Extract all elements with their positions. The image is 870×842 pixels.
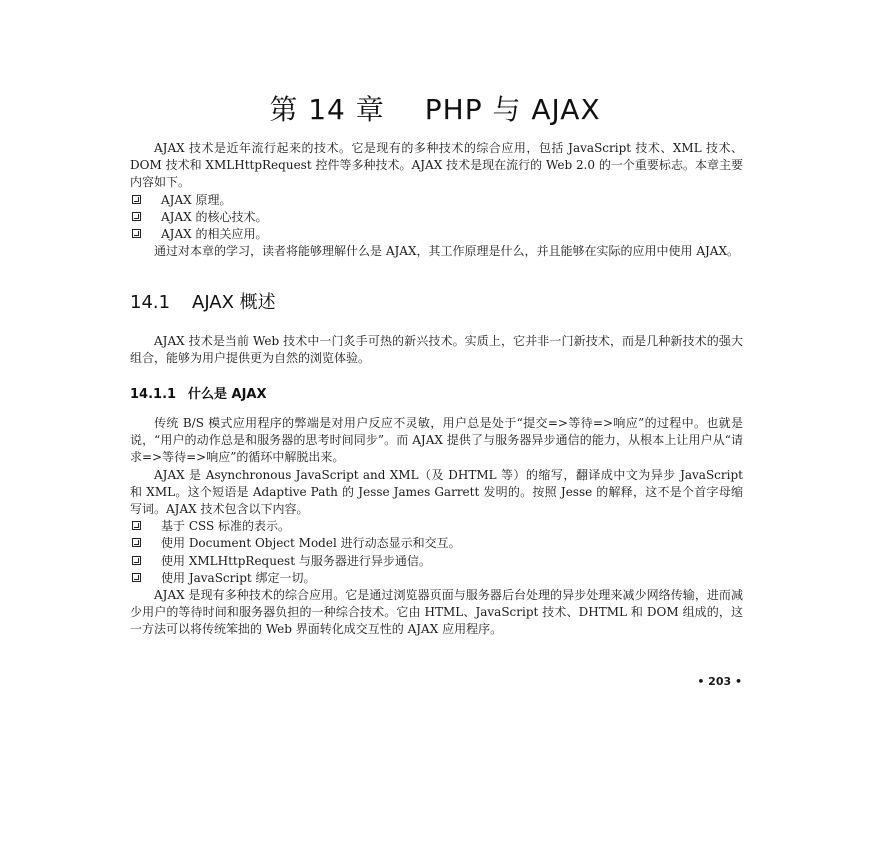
list-item: 使用 JavaScript 绑定一切。 [130,570,743,587]
checkbox-bullet-icon [132,195,141,204]
chapter-name: PHP 与 AJAX [424,93,601,126]
subsection-number: 14.1.1 [130,387,177,402]
checkbox-bullet-icon [132,556,141,565]
chapter-title [0,88,870,128]
list-item: 使用 XMLHttpRequest 与服务器进行异步通信。 [130,553,743,570]
section-number: 14.1 [130,292,171,313]
section-heading [130,288,276,314]
chapter-number: 第 14 章 [269,93,385,126]
checkbox-bullet-icon [132,212,141,221]
checkbox-bullet-icon [132,229,141,238]
intro-closing: 通过对本章的学习，读者将能够理解什么是 AJAX，其工作原理是什么，并且能够在实际的应用中使用 AJAX。 [154,244,740,259]
subsection-block [130,415,743,639]
checkbox-bullet-icon [132,538,141,547]
list-item: AJAX 的相关应用。 [130,226,743,243]
subsection-bullet-list [130,518,743,587]
page-number: • 203 • [697,675,742,688]
subsection-title: 什么是 AJAX [188,387,267,402]
subsection-heading [130,383,267,402]
section-block [130,333,743,367]
intro-block [130,140,743,260]
intro-bullet-list [130,192,743,244]
list-item: 使用 Document Object Model 进行动态显示和交互。 [130,535,743,552]
checkbox-bullet-icon [132,573,141,582]
list-item: AJAX 的核心技术。 [130,209,743,226]
list-item: 基于 CSS 标准的表示。 [130,518,743,535]
list-item: AJAX 原理。 [130,192,743,209]
subsection-paragraph-1: 传统 B/S 模式应用程序的弊端是对用户反应不灵敏，用户总是处于“提交=>等待=>响应”的过程中。也就是说，“用户的动作总是和服务器的思考时间同步”。而 AJAX 提供了与服务器异步通信的能力，从根本上让用户从“请求=>等待=>响应”的循环中解脱出来。 [130,416,743,465]
section-title: AJAX 概述 [192,292,276,313]
subsection-paragraph-3: AJAX 是现有多种技术的综合应用。它是通过浏览器页面与服务器后台处理的异步处理来减少网络传输，进而减少用户的等待时间和服务器负担的一种综合技术。它由 HTML、JavaScript 技术、DHTML 和 DOM 组成的，这一方法可以将传统笨拙的 Web 界面转化成交互性的 AJAX 应用程序。 [130,588,743,637]
checkbox-bullet-icon [132,521,141,530]
subsection-paragraph-2: AJAX 是 Asynchronous JavaScript and XML（及 DHTML 等）的缩写，翻译成中文为异步 JavaScript 和 XML。这个短语是 Adaptive Path 的 Jesse James Garrett 发明的。按照 Jesse 的解释，这不是个首字母缩写词。AJAX 技术包含以下内容。 [130,467,743,517]
section-paragraph: AJAX 技术是当前 Web 技术中一门炙手可热的新兴技术。实质上，它并非一门新技术，而是几种新技术的强大组合，能够为用户提供更为自然的浏览体验。 [130,334,743,366]
intro-paragraph: AJAX 技术是近年流行起来的技术。它是现有的多种技术的综合应用，包括 JavaScript 技术、XML 技术、DOM 技术和 XMLHttpRequest 控件等多种技术。AJAX 技术是现在流行的 Web 2.0 的一个重要标志。本章主要内容如下。 [130,141,743,190]
